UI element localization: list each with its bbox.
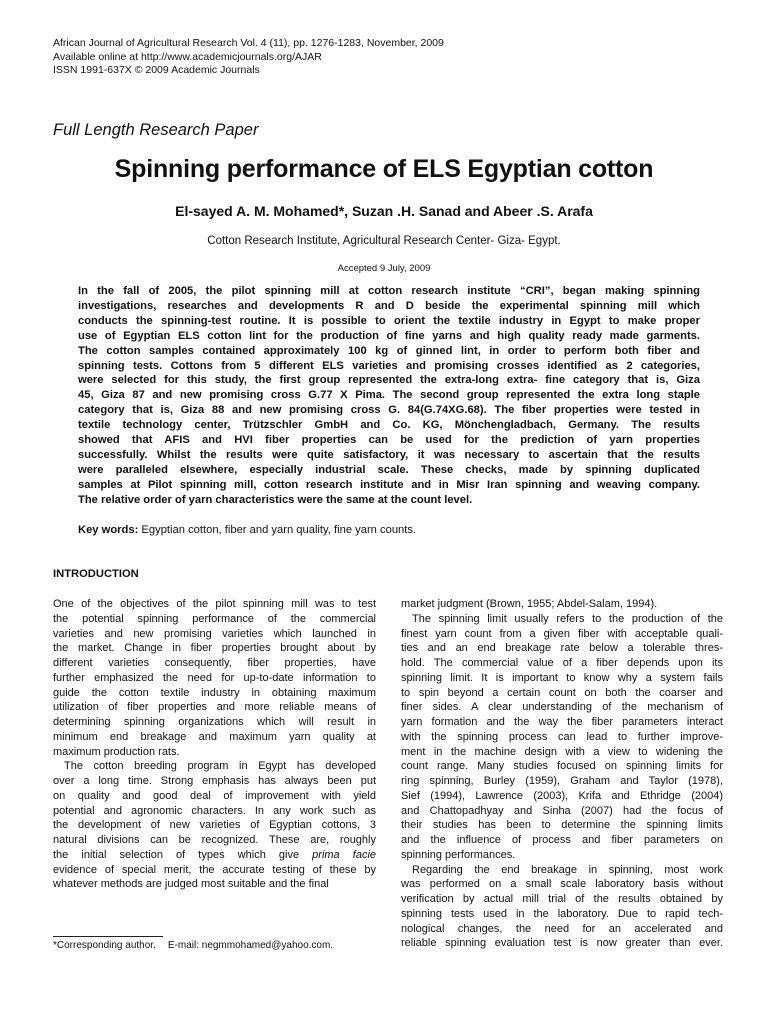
abstract-line: showed that AFIS and HVI fiber properties can be used for the prediction of yarn properties (78, 434, 700, 447)
abstract-line: investigations, researches and developments R and D beside the experimental spinning mill which (78, 299, 700, 312)
right-column-line: spinning performances. (401, 848, 516, 861)
right-column-line: with the spinning process can lead to further improve- (401, 730, 723, 743)
left-column-line: on quality and good deal of improvement with yield (53, 789, 376, 802)
abstract-line: conducts the spinning-test routine. It is possible to orient the textile industry in Egypt to make proper (78, 314, 700, 327)
left-column-line: minimum end breakage and maximum yarn quality at (53, 730, 376, 743)
paper-type: Full Length Research Paper (53, 121, 259, 139)
left-column-line: The cotton breeding program in Egypt has developed (64, 760, 376, 773)
right-column-line: hold. The commercial value of a fiber depends upon its (401, 657, 723, 669)
right-column-line: Sief (1994), Lawrence (2003), Krifa and Ethridge (2004) (401, 789, 723, 802)
right-column-line: ties and an end breakage rate below a tolerable thres- (401, 642, 723, 655)
right-column-line: and Chattopadhyay and Sinha (2007) had the focus of (401, 804, 723, 817)
journal-header (53, 37, 444, 78)
paper-title: Spinning performance of ELS Egyptian cotton (114, 155, 654, 183)
abstract-line: successfully. Whilst the results were quite satisfactory, it was necessary to ascertain that the results (78, 448, 700, 461)
left-column-line: further emphasized the need for up-to-date information to (53, 671, 376, 684)
left-column-line: varieties and new promising varieties which launched in (53, 627, 376, 640)
abstract-line: were selected for this study, the first group represented the extra-long extra- fine category that is, Giza (78, 374, 700, 387)
journal-issn: ISSN 1991-637X © 2009 Academic Journals (53, 64, 260, 76)
right-column-line: their studies has been to determine the spinning limits (401, 819, 723, 832)
right-column-line: ring spinning, Burley (1959), Graham and Taylor (1978), (401, 775, 723, 787)
abstract-line: The relative order of yarn characteristics were the same at the count level. (78, 493, 473, 506)
right-column-line: ment in the machine design with a view to widening the (401, 745, 723, 758)
abstract-line: In the fall of 2005, the pilot spinning mill at cotton research institute “CRI”, began making spinning (78, 285, 700, 297)
accepted-date: Accepted 9 July, 2009 (337, 263, 431, 274)
right-column-line: spinning tests used in the laboratory. Due to rapid tech- (401, 907, 723, 920)
left-column-line: the market. Change in fiber properties brought about by (53, 642, 376, 655)
footnote-rule (53, 936, 163, 937)
abstract-line: spinning tests. Cottons from 5 different ELS varieties and promising crosses identified as 2 categories, (78, 359, 700, 372)
right-column-line: count range. Many studies focused on spinning limits for (401, 760, 723, 773)
right-column-line: yarn formation and the way the fiber parameters interact (401, 716, 723, 728)
right-column (401, 597, 723, 951)
abstract-line: 45, Giza 87 and new promising cross G.77 X Pima. The second group represented the extra long staple (78, 389, 700, 402)
left-column-line: over a long time. Strong emphasis has always been put (53, 775, 376, 787)
left-column-line: the development of new varieties of Egyptian cottons, 3 (53, 819, 376, 832)
left-column-line: maximum production rats. (53, 745, 180, 758)
abstract-line: use of Egyptian ELS cotton lint for the production of fine yarns and high quality ready made garments. (78, 329, 700, 342)
abstract-line: textile technology center, Trützschler GmbH and Co. KG, Mönchengladbach, Germany. The results (78, 419, 700, 432)
right-column-line: was performed on a small scale laboratory basis without (401, 878, 723, 891)
right-column-line: nological changes, the need for an accelerated and (401, 922, 723, 935)
right-column-line: finer sides. A clear understanding of the mechanism of (401, 701, 723, 714)
abstract (78, 284, 700, 508)
right-column-line: verification by actual mill trial of the results obtained by (401, 893, 723, 905)
footnote-email: E-mail: negmmohamed@yahoo.com. (167, 940, 334, 951)
left-column-line: evidence of special merit, the accurate testing of these by (53, 863, 376, 876)
footnote-label: *Corresponding author. (53, 940, 156, 951)
left-column-line: natural divisions can be recognized. These are, roughly (53, 834, 376, 846)
right-column-line: spinning limit. It is important to know why a system fails (401, 671, 723, 684)
keywords (78, 524, 416, 536)
keywords-label: Key words: (78, 524, 139, 536)
journal-citation: African Journal of Agricultural Research Vol. 4 (11), pp. 1276-1283, November, 2009 (53, 37, 444, 49)
right-column-line: and the influence of process and fiber parameters on (401, 834, 723, 846)
right-column-line: The spinning limit usually refers to the production of the (412, 612, 723, 625)
right-column-line: to spin beyond a certain count on both the coarser and (401, 686, 723, 699)
left-column-line: determining spinning organizations which will result in (53, 716, 376, 728)
footnote (53, 940, 333, 951)
right-column-line: Regarding the end breakage in spinning, most work (412, 863, 723, 876)
abstract-line: samples at Pilot spinning mill, cotton research institute and in Misr Iran spinning and weaving company. (78, 478, 700, 491)
right-column-line: reliable spinning evaluation test is now greater than ever. (401, 937, 723, 950)
left-column-line: One of the objectives of the pilot spinning mill was to test (53, 598, 376, 610)
left-column-line: utilization of fiber properties and more reliable means of (53, 701, 376, 714)
abstract-line: category that is, Giza 88 and new promising cross G. 84(G.74XG.68). The fiber properties were tested in (78, 404, 700, 417)
affiliation: Cotton Research Institute, Agricultural Research Center- Giza- Egypt. (207, 235, 561, 247)
right-column-line: market judgment (Brown, 1955; Abdel-Salam, 1994). (401, 598, 658, 610)
abstract-line: The cotton samples contained approximately 100 kg of ginned lint, in order to perform both fiber and (78, 344, 700, 357)
italic-term: prima facie (312, 848, 377, 861)
authors: El-sayed A. M. Mohamed*, Suzan .H. Sanad and Abeer .S. Arafa (175, 203, 593, 219)
right-column-line: finest yarn count from a given fiber with acceptable quali- (401, 627, 723, 640)
left-column-line: different varieties consequently, fiber properties, have (53, 657, 376, 669)
left-column-line: whatever methods are judged most suitable and the final (53, 878, 329, 891)
introduction-heading: INTRODUCTION (53, 568, 139, 580)
keywords-text: Egyptian cotton, fiber and yarn quality, fine yarn counts. (138, 524, 417, 536)
left-column (53, 597, 376, 892)
left-column-line: the initial selection of types which give prima facie (53, 848, 377, 861)
journal-url: Available online at http://www.academicjournals.org/AJAR (53, 50, 322, 63)
left-column-line: guide the cotton textile industry in obtaining maximum (53, 686, 376, 699)
left-column-line: the potential spinning performance of the commercial (53, 612, 376, 625)
left-column-line: potential and agronomic characters. In any work such as (53, 804, 376, 817)
abstract-line: were paralleled elsewhere, especially industrial scale. These checks, made by spinning duplicated (78, 463, 700, 476)
